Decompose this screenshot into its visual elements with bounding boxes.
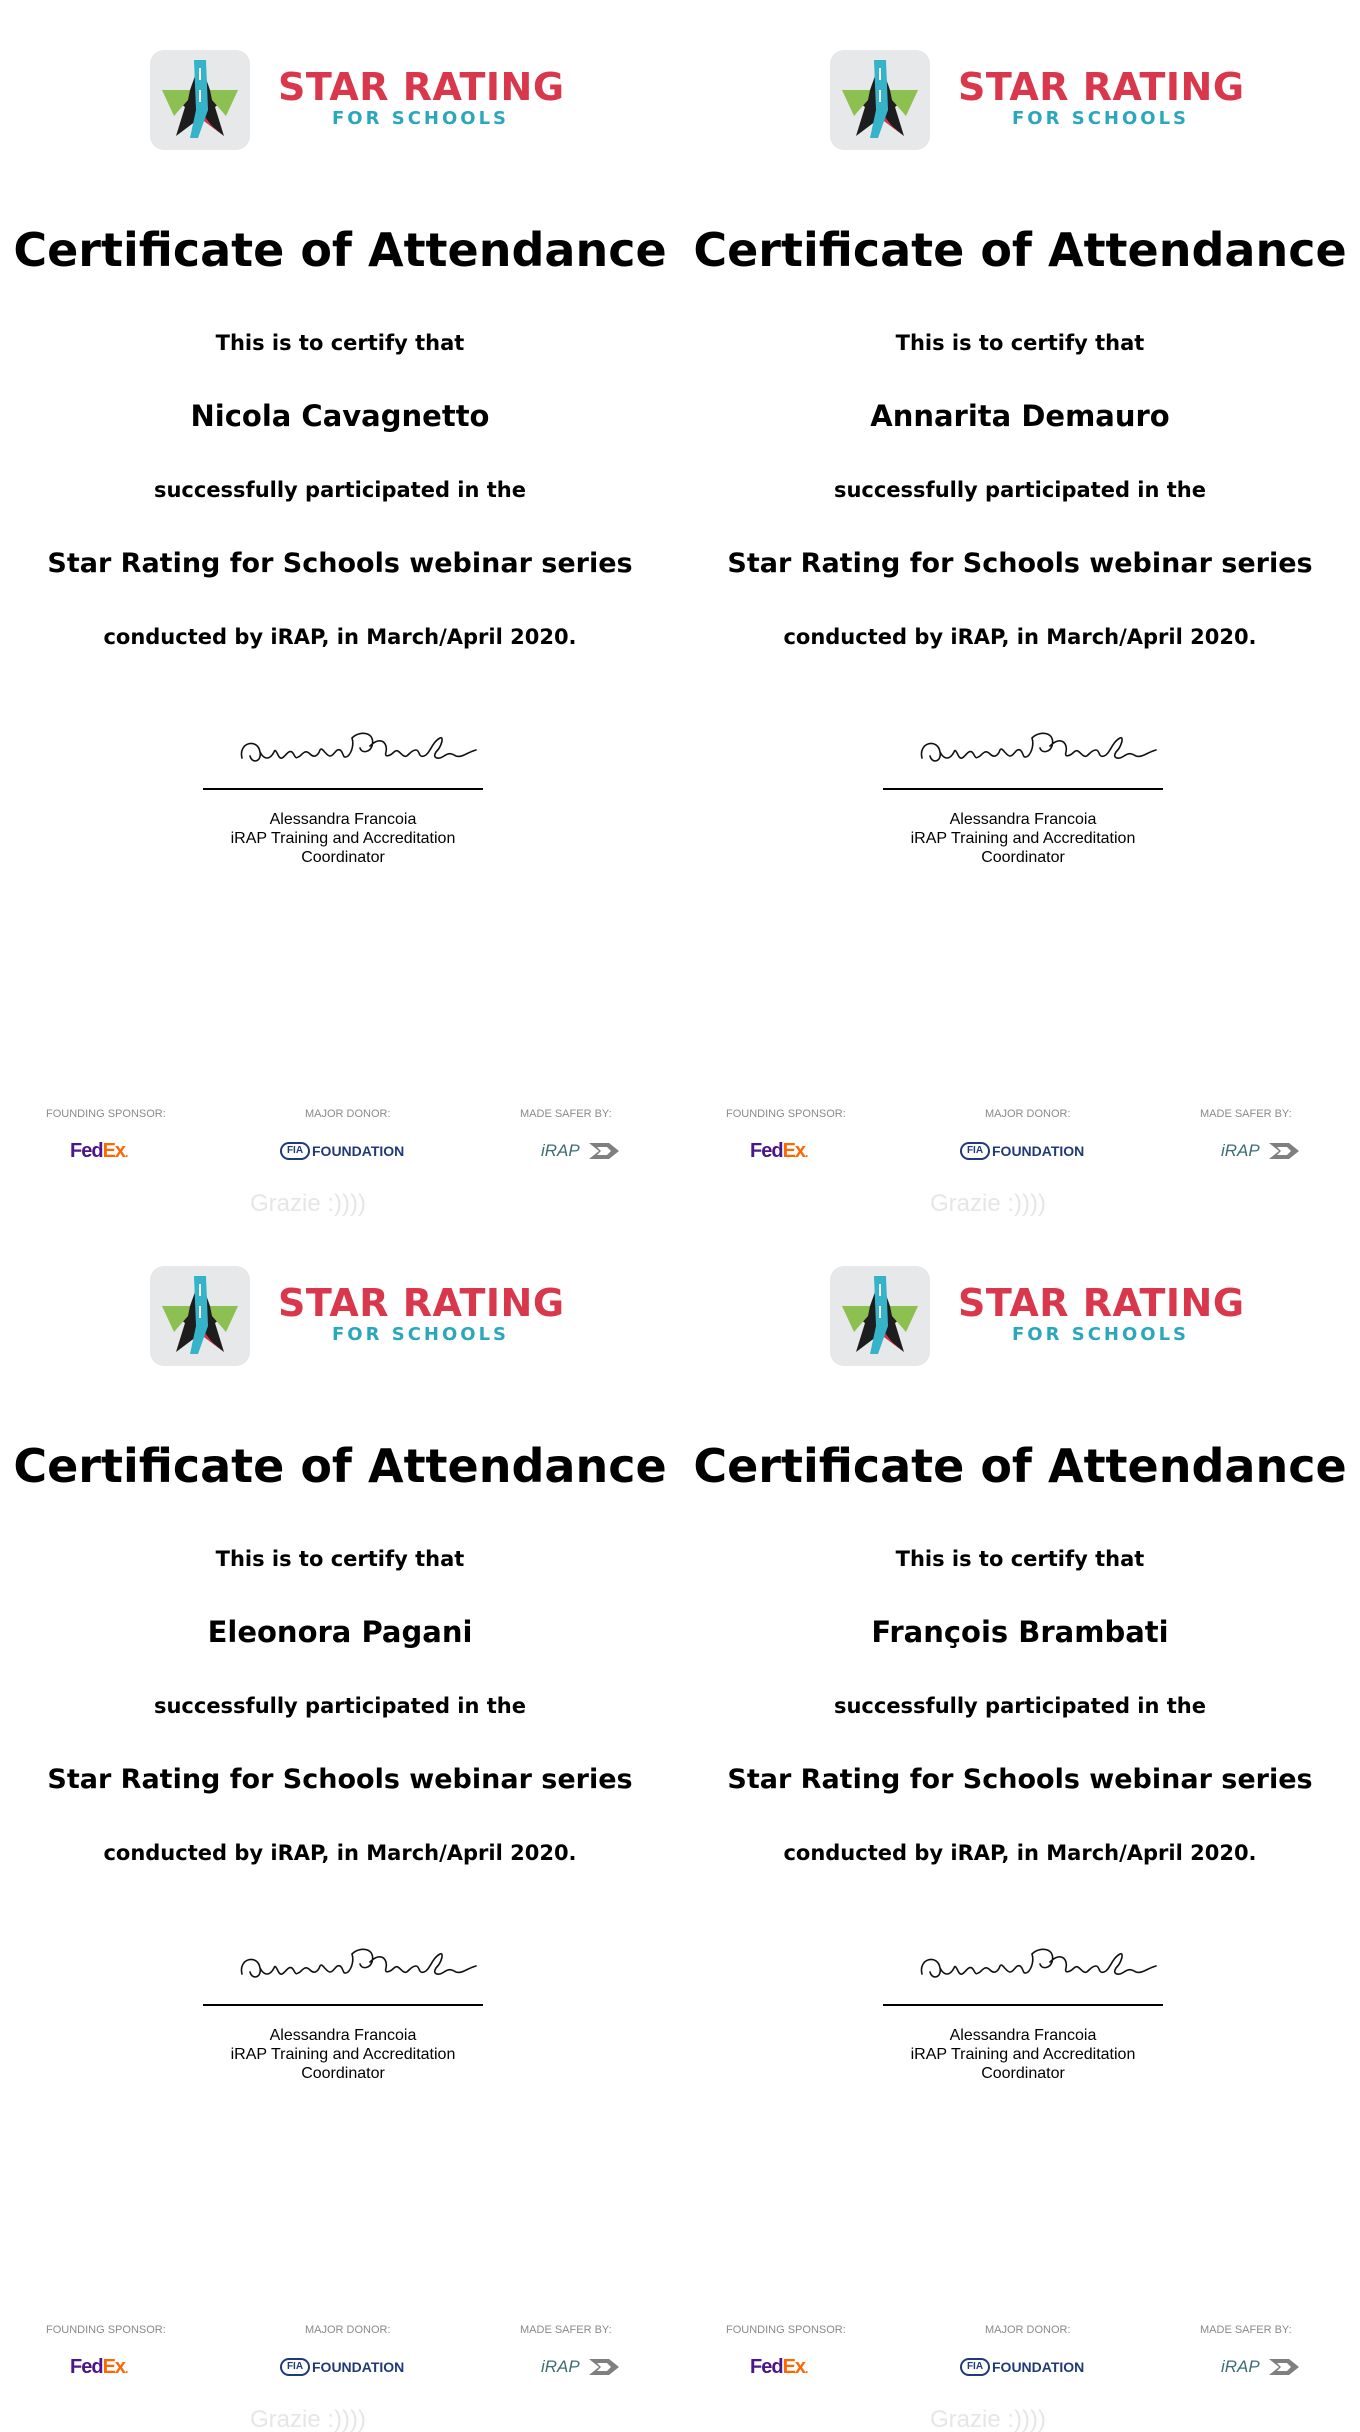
certify-intro: This is to certify that bbox=[215, 1547, 465, 1571]
signer-role-line2: Coordinator bbox=[301, 2065, 385, 2082]
made-safer-by-label: MADE SAFER BY: bbox=[520, 2324, 612, 2336]
signer-role: iRAP Training and Accreditation bbox=[230, 830, 456, 847]
logo-subtitle: FOR SCHOOLS bbox=[1012, 1324, 1189, 1345]
made-safer-by-label: MADE SAFER BY: bbox=[520, 1108, 612, 1120]
certify-intro: This is to certify that bbox=[215, 331, 465, 355]
recipient-name: François Brambati bbox=[871, 1615, 1169, 1649]
participation-text: successfully participated in the bbox=[833, 478, 1207, 502]
fia-foundation-logo: FIA FOUNDATION bbox=[960, 2356, 1084, 2378]
fia-foundation-logo: FIA FOUNDATION bbox=[280, 1140, 404, 1162]
irap-chevron-icon bbox=[587, 1141, 623, 1161]
signer-role: iRAP Training and Accreditation bbox=[910, 2046, 1136, 2063]
participation-text: successfully participated in the bbox=[153, 478, 527, 502]
irap-chevron-icon bbox=[1267, 2357, 1303, 2377]
signature-line bbox=[203, 2004, 483, 2006]
participation-text: successfully participated in the bbox=[153, 1694, 527, 1718]
logo-title: STAR RATING bbox=[958, 1281, 1245, 1325]
handwritten-signature bbox=[230, 1928, 490, 1998]
major-donor-label: MAJOR DONOR: bbox=[985, 2324, 1071, 2336]
fedex-logo: FedEx. bbox=[750, 2356, 808, 2378]
certify-intro: This is to certify that bbox=[895, 331, 1145, 355]
series-name: Star Rating for Schools webinar series bbox=[47, 1764, 633, 1795]
fedex-logo: FedEx. bbox=[70, 2356, 128, 2378]
fedex-logo: FedEx. bbox=[750, 1140, 808, 1162]
participation-text: successfully participated in the bbox=[833, 1694, 1207, 1718]
conducted-by-text: conducted by iRAP, in March/April 2020. bbox=[783, 625, 1257, 649]
star-rating-logo bbox=[830, 1266, 1250, 1366]
certificate-3 bbox=[0, 1216, 680, 2432]
signer-name: Alessandra Francoia bbox=[269, 811, 417, 828]
fia-badge: FIA bbox=[280, 2358, 310, 2376]
certify-intro: This is to certify that bbox=[895, 1547, 1145, 1571]
founding-sponsor-label: FOUNDING SPONSOR: bbox=[726, 2324, 846, 2336]
logo-title: STAR RATING bbox=[278, 65, 565, 109]
founding-sponsor-label: FOUNDING SPONSOR: bbox=[726, 1108, 846, 1120]
faded-overlay-text: Grazie :)))) bbox=[250, 2406, 366, 2432]
founding-sponsor-label: FOUNDING SPONSOR: bbox=[46, 1108, 166, 1120]
fia-foundation-logo: FIA FOUNDATION bbox=[960, 1140, 1084, 1162]
signature-line bbox=[883, 2004, 1163, 2006]
road-star-icon bbox=[150, 1266, 250, 1366]
signer-role: iRAP Training and Accreditation bbox=[230, 2046, 456, 2063]
irap-logo: iRAP bbox=[1221, 1140, 1303, 1164]
recipient-name: Annarita Demauro bbox=[870, 399, 1170, 433]
major-donor-label: MAJOR DONOR: bbox=[305, 1108, 391, 1120]
signer-name: Alessandra Francoia bbox=[269, 2027, 417, 2044]
founding-sponsor-label: FOUNDING SPONSOR: bbox=[46, 2324, 166, 2336]
series-name: Star Rating for Schools webinar series bbox=[47, 548, 633, 579]
fedex-logo: FedEx. bbox=[70, 1140, 128, 1162]
signer-role-line2: Coordinator bbox=[981, 2065, 1065, 2082]
major-donor-label: MAJOR DONOR: bbox=[985, 1108, 1071, 1120]
certificate-2 bbox=[680, 0, 1360, 1216]
signer-name: Alessandra Francoia bbox=[949, 811, 1097, 828]
signature-line bbox=[203, 788, 483, 790]
signature-line bbox=[883, 788, 1163, 790]
fia-badge: FIA bbox=[960, 1142, 990, 1160]
conducted-by-text: conducted by iRAP, in March/April 2020. bbox=[783, 1841, 1257, 1865]
faded-overlay-text: Grazie :)))) bbox=[930, 2406, 1046, 2432]
signer-name: Alessandra Francoia bbox=[949, 2027, 1097, 2044]
star-rating-logo bbox=[150, 1266, 570, 1366]
conducted-by-text: conducted by iRAP, in March/April 2020. bbox=[103, 625, 577, 649]
faded-overlay-text: Grazie :)))) bbox=[250, 1190, 366, 1216]
certificate-1 bbox=[0, 0, 680, 1216]
logo-subtitle: FOR SCHOOLS bbox=[1012, 108, 1189, 129]
fia-badge: FIA bbox=[280, 1142, 310, 1160]
road-star-icon bbox=[830, 50, 930, 150]
fia-foundation-logo: FIA FOUNDATION bbox=[280, 2356, 404, 2378]
road-star-icon bbox=[150, 50, 250, 150]
recipient-name: Nicola Cavagnetto bbox=[190, 399, 490, 433]
logo-subtitle: FOR SCHOOLS bbox=[332, 108, 509, 129]
major-donor-label: MAJOR DONOR: bbox=[305, 2324, 391, 2336]
logo-title: STAR RATING bbox=[278, 1281, 565, 1325]
signer-role-line2: Coordinator bbox=[981, 849, 1065, 866]
certificate-4 bbox=[680, 1216, 1360, 2432]
handwritten-signature bbox=[910, 1928, 1170, 1998]
star-rating-logo bbox=[150, 50, 570, 150]
made-safer-by-label: MADE SAFER BY: bbox=[1200, 2324, 1292, 2336]
irap-logo: iRAP bbox=[1221, 2356, 1303, 2380]
series-name: Star Rating for Schools webinar series bbox=[727, 548, 1313, 579]
handwritten-signature bbox=[910, 712, 1170, 782]
series-name: Star Rating for Schools webinar series bbox=[727, 1764, 1313, 1795]
handwritten-signature bbox=[230, 712, 490, 782]
made-safer-by-label: MADE SAFER BY: bbox=[1200, 1108, 1292, 1120]
signer-role-line2: Coordinator bbox=[301, 849, 385, 866]
certificate-title: Certificate of Attendance bbox=[693, 223, 1347, 277]
irap-chevron-icon bbox=[587, 2357, 623, 2377]
certificate-title: Certificate of Attendance bbox=[13, 1439, 667, 1493]
irap-chevron-icon bbox=[1267, 1141, 1303, 1161]
irap-logo: iRAP bbox=[541, 1140, 623, 1164]
certificate-title: Certificate of Attendance bbox=[13, 223, 667, 277]
irap-logo: iRAP bbox=[541, 2356, 623, 2380]
logo-subtitle: FOR SCHOOLS bbox=[332, 1324, 509, 1345]
fia-badge: FIA bbox=[960, 2358, 990, 2376]
signer-role: iRAP Training and Accreditation bbox=[910, 830, 1136, 847]
road-star-icon bbox=[830, 1266, 930, 1366]
conducted-by-text: conducted by iRAP, in March/April 2020. bbox=[103, 1841, 577, 1865]
star-rating-logo bbox=[830, 50, 1250, 150]
logo-title: STAR RATING bbox=[958, 65, 1245, 109]
recipient-name: Eleonora Pagani bbox=[207, 1615, 473, 1649]
certificate-title: Certificate of Attendance bbox=[693, 1439, 1347, 1493]
faded-overlay-text: Grazie :)))) bbox=[930, 1190, 1046, 1216]
